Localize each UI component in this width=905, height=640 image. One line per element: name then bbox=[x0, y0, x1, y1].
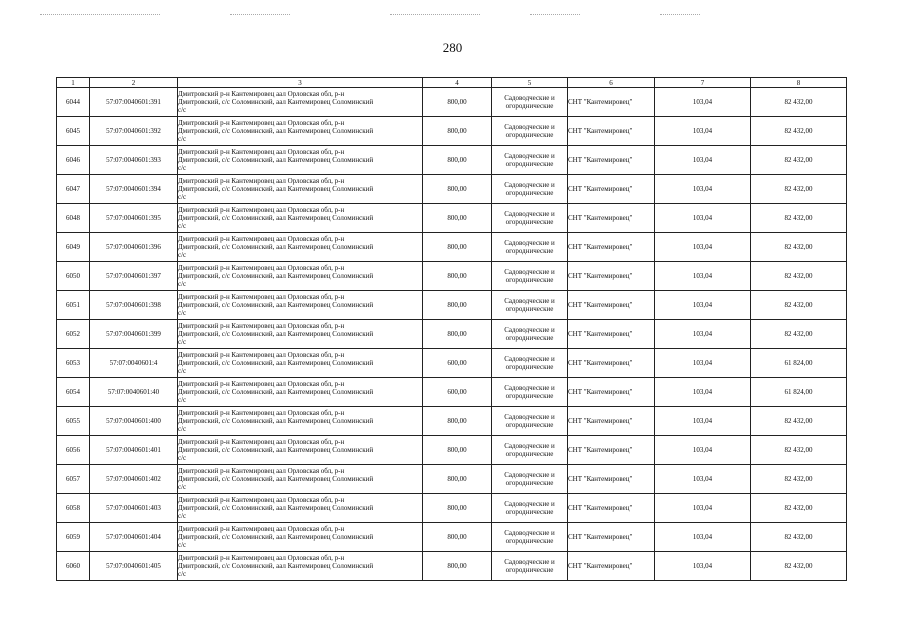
address-line: Дмитровский р-н Кантемировец аал Орловская обл, р-н bbox=[178, 119, 345, 127]
cadastral-number: 57:07:0040601:391 bbox=[90, 88, 178, 117]
address-line: с/с bbox=[178, 135, 187, 143]
unit-price: 103,04 bbox=[655, 233, 751, 262]
row-number: 6059 bbox=[57, 523, 90, 552]
address-line: Дмитровский р-н Кантемировец аал Орловская обл, р-н bbox=[178, 322, 345, 330]
address-line: Дмитровский, с/с Соломинский, аал Кантемировец Соломинский bbox=[178, 330, 374, 338]
unit-price: 103,04 bbox=[655, 436, 751, 465]
table-row bbox=[57, 378, 847, 407]
column-header: 1 bbox=[57, 78, 90, 88]
address bbox=[178, 233, 423, 262]
scan-noise bbox=[40, 14, 160, 16]
table-row bbox=[57, 204, 847, 233]
row-number: 6051 bbox=[57, 291, 90, 320]
land-use bbox=[492, 117, 568, 146]
area: 800,00 bbox=[423, 523, 492, 552]
address bbox=[178, 523, 423, 552]
row-number: 6057 bbox=[57, 465, 90, 494]
row-number: 6058 bbox=[57, 494, 90, 523]
table-row bbox=[57, 117, 847, 146]
address bbox=[178, 175, 423, 204]
area: 800,00 bbox=[423, 320, 492, 349]
row-number: 6060 bbox=[57, 552, 90, 581]
land-use-line: огороднические bbox=[505, 276, 554, 284]
cadastral-cost: 82 432,00 bbox=[751, 175, 847, 204]
area: 800,00 bbox=[423, 262, 492, 291]
table-row bbox=[57, 523, 847, 552]
cadastral-cost: 82 432,00 bbox=[751, 146, 847, 175]
land-use bbox=[492, 175, 568, 204]
area: 800,00 bbox=[423, 117, 492, 146]
address-line: Дмитровский, с/с Соломинский, аал Кантемировец Соломинский bbox=[178, 533, 374, 541]
table-row bbox=[57, 407, 847, 436]
land-use-line: огороднические bbox=[505, 131, 554, 139]
area: 600,00 bbox=[423, 349, 492, 378]
land-use-line: огороднические bbox=[505, 102, 554, 110]
address-line: с/с bbox=[178, 280, 187, 288]
address-line: Дмитровский р-н Кантемировец аал Орловская обл, р-н bbox=[178, 90, 345, 98]
unit-price: 103,04 bbox=[655, 320, 751, 349]
land-use bbox=[492, 88, 568, 117]
address-line: Дмитровский, с/с Соломинский, аал Кантемировец Соломинский bbox=[178, 98, 374, 106]
cadastral-number: 57:07:0040601:405 bbox=[90, 552, 178, 581]
area: 800,00 bbox=[423, 88, 492, 117]
land-plot-table bbox=[56, 77, 847, 581]
address bbox=[178, 204, 423, 233]
land-use-line: Садоводческие и bbox=[504, 471, 555, 479]
cadastral-number: 57:07:0040601:401 bbox=[90, 436, 178, 465]
unit-price: 103,04 bbox=[655, 349, 751, 378]
column-header: 6 bbox=[568, 78, 655, 88]
address-line: Дмитровский, с/с Соломинский, аал Кантемировец Соломинский bbox=[178, 446, 374, 454]
address-line: с/с bbox=[178, 396, 187, 404]
row-number: 6055 bbox=[57, 407, 90, 436]
table-row bbox=[57, 320, 847, 349]
column-header: 7 bbox=[655, 78, 751, 88]
land-use bbox=[492, 494, 568, 523]
cadastral-cost: 82 432,00 bbox=[751, 117, 847, 146]
land-use-line: огороднические bbox=[505, 566, 554, 574]
cadastral-cost: 61 824,00 bbox=[751, 349, 847, 378]
land-use bbox=[492, 436, 568, 465]
cadastral-number: 57:07:0040601:395 bbox=[90, 204, 178, 233]
cadastral-number: 57:07:0040601:394 bbox=[90, 175, 178, 204]
address-line: с/с bbox=[178, 193, 187, 201]
address-line: Дмитровский, с/с Соломинский, аал Кантемировец Соломинский bbox=[178, 562, 374, 570]
address-line: Дмитровский р-н Кантемировец аал Орловская обл, р-н bbox=[178, 351, 345, 359]
table-row bbox=[57, 146, 847, 175]
column-header: 4 bbox=[423, 78, 492, 88]
row-number: 6045 bbox=[57, 117, 90, 146]
land-use-line: огороднические bbox=[505, 305, 554, 313]
unit-price: 103,04 bbox=[655, 175, 751, 204]
address-line: Дмитровский р-н Кантемировец аал Орловская обл, р-н bbox=[178, 264, 345, 272]
area: 800,00 bbox=[423, 291, 492, 320]
address-line: Дмитровский р-н Кантемировец аал Орловская обл, р-н bbox=[178, 525, 345, 533]
cadastral-cost: 82 432,00 bbox=[751, 465, 847, 494]
land-use-line: Садоводческие и bbox=[504, 210, 555, 218]
land-use bbox=[492, 146, 568, 175]
cadastral-number: 57:07:0040601:400 bbox=[90, 407, 178, 436]
address-line: с/с bbox=[178, 367, 187, 375]
land-use-line: Садоводческие и bbox=[504, 326, 555, 334]
owner: СНТ "Кантемировец" bbox=[568, 436, 655, 465]
address-line: Дмитровский р-н Кантемировец аал Орловская обл, р-н bbox=[178, 206, 345, 214]
address-line: Дмитровский, с/с Соломинский, аал Кантемировец Соломинский bbox=[178, 127, 374, 135]
address-line: с/с bbox=[178, 454, 187, 462]
table-row bbox=[57, 233, 847, 262]
scan-noise bbox=[230, 14, 290, 16]
address bbox=[178, 552, 423, 581]
address-line: Дмитровский р-н Кантемировец аал Орловская обл, р-н bbox=[178, 496, 345, 504]
land-use-line: Садоводческие и bbox=[504, 500, 555, 508]
cadastral-number: 57:07:0040601:398 bbox=[90, 291, 178, 320]
address-line: с/с bbox=[178, 483, 187, 491]
area: 800,00 bbox=[423, 407, 492, 436]
cadastral-number: 57:07:0040601:393 bbox=[90, 146, 178, 175]
address bbox=[178, 291, 423, 320]
area: 800,00 bbox=[423, 233, 492, 262]
land-use bbox=[492, 233, 568, 262]
land-use-line: огороднические bbox=[505, 537, 554, 545]
address-line: Дмитровский, с/с Соломинский, аал Кантемировец Соломинский bbox=[178, 214, 374, 222]
address-line: с/с bbox=[178, 512, 187, 520]
table-row bbox=[57, 552, 847, 581]
owner: СНТ "Кантемировец" bbox=[568, 552, 655, 581]
address-line: с/с bbox=[178, 570, 187, 578]
land-use-line: огороднические bbox=[505, 247, 554, 255]
row-number: 6052 bbox=[57, 320, 90, 349]
address-line: Дмитровский р-н Кантемировец аал Орловская обл, р-н bbox=[178, 409, 345, 417]
address-line: с/с bbox=[178, 251, 187, 259]
address bbox=[178, 407, 423, 436]
address-line: с/с bbox=[178, 541, 187, 549]
unit-price: 103,04 bbox=[655, 407, 751, 436]
land-use bbox=[492, 378, 568, 407]
column-header: 2 bbox=[90, 78, 178, 88]
area: 800,00 bbox=[423, 175, 492, 204]
land-use-line: огороднические bbox=[505, 363, 554, 371]
table-row bbox=[57, 262, 847, 291]
unit-price: 103,04 bbox=[655, 262, 751, 291]
address-line: Дмитровский, с/с Соломинский, аал Кантемировец Соломинский bbox=[178, 359, 374, 367]
land-use-line: Садоводческие и bbox=[504, 558, 555, 566]
land-use-line: Садоводческие и bbox=[504, 181, 555, 189]
land-use-line: Садоводческие и bbox=[504, 123, 555, 131]
table-row bbox=[57, 88, 847, 117]
unit-price: 103,04 bbox=[655, 117, 751, 146]
page-number: 280 bbox=[442, 40, 463, 55]
address-line: с/с bbox=[178, 309, 187, 317]
cadastral-cost: 82 432,00 bbox=[751, 494, 847, 523]
area: 800,00 bbox=[423, 465, 492, 494]
land-use bbox=[492, 349, 568, 378]
column-number-row bbox=[57, 78, 847, 88]
cadastral-number: 57:07:0040601:40 bbox=[90, 378, 178, 407]
table-row bbox=[57, 291, 847, 320]
land-use bbox=[492, 552, 568, 581]
area: 800,00 bbox=[423, 552, 492, 581]
row-number: 6049 bbox=[57, 233, 90, 262]
owner: СНТ "Кантемировец" bbox=[568, 175, 655, 204]
address-line: Дмитровский р-н Кантемировец аал Орловская обл, р-н bbox=[178, 148, 345, 156]
land-use bbox=[492, 320, 568, 349]
land-use-line: огороднические bbox=[505, 479, 554, 487]
address-line: Дмитровский, с/с Соломинский, аал Кантемировец Соломинский bbox=[178, 243, 374, 251]
address-line: с/с bbox=[178, 338, 187, 346]
land-use-line: огороднические bbox=[505, 421, 554, 429]
land-use bbox=[492, 262, 568, 291]
owner: СНТ "Кантемировец" bbox=[568, 465, 655, 494]
address-line: Дмитровский р-н Кантемировец аал Орловская обл, р-н bbox=[178, 554, 345, 562]
land-use-line: Садоводческие и bbox=[504, 384, 555, 392]
unit-price: 103,04 bbox=[655, 523, 751, 552]
address-line: Дмитровский, с/с Соломинский, аал Кантемировец Соломинский bbox=[178, 504, 374, 512]
unit-price: 103,04 bbox=[655, 552, 751, 581]
unit-price: 103,04 bbox=[655, 378, 751, 407]
land-use-line: Садоводческие и bbox=[504, 413, 555, 421]
cadastral-cost: 82 432,00 bbox=[751, 436, 847, 465]
scan-noise bbox=[660, 14, 700, 16]
area: 800,00 bbox=[423, 436, 492, 465]
cadastral-number: 57:07:0040601:397 bbox=[90, 262, 178, 291]
land-use-line: Садоводческие и bbox=[504, 268, 555, 276]
column-header: 3 bbox=[178, 78, 423, 88]
cadastral-cost: 82 432,00 bbox=[751, 204, 847, 233]
owner: СНТ "Кантемировец" bbox=[568, 407, 655, 436]
column-header: 8 bbox=[751, 78, 847, 88]
land-use-line: огороднические bbox=[505, 189, 554, 197]
address bbox=[178, 88, 423, 117]
address-line: Дмитровский р-н Кантемировец аал Орловская обл, р-н bbox=[178, 293, 345, 301]
table-row bbox=[57, 349, 847, 378]
row-number: 6044 bbox=[57, 88, 90, 117]
address-line: Дмитровский, с/с Соломинский, аал Кантемировец Соломинский bbox=[178, 301, 374, 309]
unit-price: 103,04 bbox=[655, 291, 751, 320]
cadastral-cost: 82 432,00 bbox=[751, 88, 847, 117]
cadastral-number: 57:07:0040601:396 bbox=[90, 233, 178, 262]
row-number: 6053 bbox=[57, 349, 90, 378]
cadastral-cost: 61 824,00 bbox=[751, 378, 847, 407]
address-line: Дмитровский р-н Кантемировец аал Орловская обл, р-н bbox=[178, 467, 345, 475]
land-use-line: огороднические bbox=[505, 392, 554, 400]
land-use-line: Садоводческие и bbox=[504, 529, 555, 537]
cadastral-cost: 82 432,00 bbox=[751, 407, 847, 436]
address-line: с/с bbox=[178, 222, 187, 230]
row-number: 6054 bbox=[57, 378, 90, 407]
owner: СНТ "Кантемировец" bbox=[568, 291, 655, 320]
land-use bbox=[492, 523, 568, 552]
address bbox=[178, 349, 423, 378]
owner: СНТ "Кантемировец" bbox=[568, 494, 655, 523]
land-use bbox=[492, 291, 568, 320]
row-number: 6056 bbox=[57, 436, 90, 465]
unit-price: 103,04 bbox=[655, 88, 751, 117]
owner: СНТ "Кантемировец" bbox=[568, 117, 655, 146]
land-use-line: огороднические bbox=[505, 218, 554, 226]
land-use-line: огороднические bbox=[505, 508, 554, 516]
address bbox=[178, 465, 423, 494]
scan-noise bbox=[530, 14, 580, 16]
cadastral-number: 57:07:0040601:403 bbox=[90, 494, 178, 523]
area: 800,00 bbox=[423, 146, 492, 175]
unit-price: 103,04 bbox=[655, 494, 751, 523]
address bbox=[178, 262, 423, 291]
unit-price: 103,04 bbox=[655, 146, 751, 175]
table-row bbox=[57, 494, 847, 523]
address bbox=[178, 320, 423, 349]
table-row bbox=[57, 175, 847, 204]
owner: СНТ "Кантемировец" bbox=[568, 88, 655, 117]
address-line: Дмитровский, с/с Соломинский, аал Кантемировец Соломинский bbox=[178, 388, 374, 396]
row-number: 6050 bbox=[57, 262, 90, 291]
land-use-line: Садоводческие и bbox=[504, 152, 555, 160]
cadastral-number: 57:07:0040601:392 bbox=[90, 117, 178, 146]
land-use-line: Садоводческие и bbox=[504, 239, 555, 247]
table-row bbox=[57, 436, 847, 465]
address-line: Дмитровский, с/с Соломинский, аал Кантемировец Соломинский bbox=[178, 156, 374, 164]
address bbox=[178, 436, 423, 465]
address bbox=[178, 378, 423, 407]
row-number: 6048 bbox=[57, 204, 90, 233]
unit-price: 103,04 bbox=[655, 465, 751, 494]
cadastral-number: 57:07:0040601:4 bbox=[90, 349, 178, 378]
owner: СНТ "Кантемировец" bbox=[568, 349, 655, 378]
address-line: Дмитровский р-н Кантемировец аал Орловская обл, р-н bbox=[178, 438, 345, 446]
owner: СНТ "Кантемировец" bbox=[568, 262, 655, 291]
owner: СНТ "Кантемировец" bbox=[568, 320, 655, 349]
owner: СНТ "Кантемировец" bbox=[568, 523, 655, 552]
address-line: Дмитровский, с/с Соломинский, аал Кантемировец Соломинский bbox=[178, 185, 374, 193]
cadastral-number: 57:07:0040601:404 bbox=[90, 523, 178, 552]
address-line: с/с bbox=[178, 164, 187, 172]
address-line: Дмитровский, с/с Соломинский, аал Кантемировец Соломинский bbox=[178, 475, 374, 483]
land-use bbox=[492, 407, 568, 436]
unit-price: 103,04 bbox=[655, 204, 751, 233]
cadastral-cost: 82 432,00 bbox=[751, 320, 847, 349]
address-line: с/с bbox=[178, 425, 187, 433]
cadastral-cost: 82 432,00 bbox=[751, 233, 847, 262]
owner: СНТ "Кантемировец" bbox=[568, 146, 655, 175]
land-use-line: огороднические bbox=[505, 160, 554, 168]
owner: СНТ "Кантемировец" bbox=[568, 233, 655, 262]
table-row bbox=[57, 465, 847, 494]
area: 800,00 bbox=[423, 494, 492, 523]
cadastral-cost: 82 432,00 bbox=[751, 552, 847, 581]
land-use bbox=[492, 204, 568, 233]
area: 600,00 bbox=[423, 378, 492, 407]
cadastral-cost: 82 432,00 bbox=[751, 291, 847, 320]
address-line: Дмитровский, с/с Соломинский, аал Кантемировец Соломинский bbox=[178, 417, 374, 425]
address-line: Дмитровский р-н Кантемировец аал Орловская обл, р-н bbox=[178, 177, 345, 185]
scan-noise bbox=[390, 14, 480, 16]
land-use-line: Садоводческие и bbox=[504, 355, 555, 363]
address-line: Дмитровский р-н Кантемировец аал Орловская обл, р-н bbox=[178, 380, 345, 388]
cadastral-number: 57:07:0040601:399 bbox=[90, 320, 178, 349]
land-use-line: Садоводческие и bbox=[504, 442, 555, 450]
land-use-line: Садоводческие и bbox=[504, 94, 555, 102]
land-use bbox=[492, 465, 568, 494]
owner: СНТ "Кантемировец" bbox=[568, 378, 655, 407]
address bbox=[178, 146, 423, 175]
row-number: 6046 bbox=[57, 146, 90, 175]
column-header: 5 bbox=[492, 78, 568, 88]
address bbox=[178, 494, 423, 523]
cadastral-cost: 82 432,00 bbox=[751, 262, 847, 291]
address-line: с/с bbox=[178, 106, 187, 114]
land-use-line: огороднические bbox=[505, 450, 554, 458]
land-use-line: огороднические bbox=[505, 334, 554, 342]
address-line: Дмитровский р-н Кантемировец аал Орловская обл, р-н bbox=[178, 235, 345, 243]
area: 800,00 bbox=[423, 204, 492, 233]
land-use-line: Садоводческие и bbox=[504, 297, 555, 305]
owner: СНТ "Кантемировец" bbox=[568, 204, 655, 233]
address bbox=[178, 117, 423, 146]
address-line: Дмитровский, с/с Соломинский, аал Кантемировец Соломинский bbox=[178, 272, 374, 280]
row-number: 6047 bbox=[57, 175, 90, 204]
cadastral-cost: 82 432,00 bbox=[751, 523, 847, 552]
cadastral-number: 57:07:0040601:402 bbox=[90, 465, 178, 494]
